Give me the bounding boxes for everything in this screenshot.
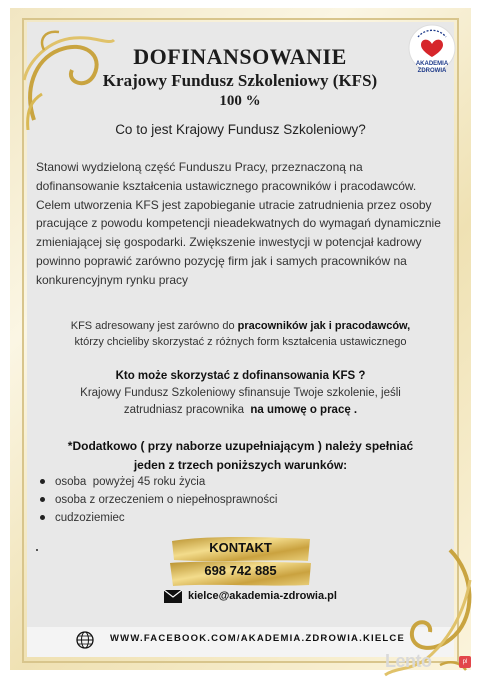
contact-phone[interactable]: 698 742 885	[204, 563, 277, 578]
globe-icon	[76, 631, 94, 649]
who-can-line-2-bold: na umowę o pracę .	[250, 404, 358, 416]
who-can-heading: Kto może skorzystać z dofinansowania KFS ?	[115, 370, 366, 382]
lento-badge: pl	[459, 656, 471, 668]
logo-name-line1: AKADEMIA	[415, 61, 449, 67]
address-line-2: którzy chcieliby skorzystać z różnych form kształcenia ustawicznego	[74, 336, 407, 348]
list-item	[40, 494, 277, 506]
address-line-1-bold: pracowników jak i pracodawców,	[237, 320, 411, 332]
website-link[interactable]: WWW.FACEBOOK.COM/AKADEMIA.ZDROWIA.KIELCE	[110, 633, 405, 644]
what-is-kfs-body: Stanowi wydzieloną część Funduszu Pracy, przeznaczoną na dofinansowanie kształcenia ustawicznego pracowników i pracodawców. Celem utworzenia KFS jest zapobieganie utracie zatrudnienia przez osoby pracujące z powodu kompetencji nieadekwatnych do wymagań dynamicznie zmieniającej się gospodarki. Zwiększenie inwestycji w potencjał kadrowy powinno poprawić zarówno pozycję firm jak i samych pracowników na konkurencyjnym rynku pracy	[36, 160, 441, 287]
additional-heading-line-1: *Dodatkowo ( przy naborze uzupełniającym ) należy spełniać	[67, 439, 414, 453]
percent-label: 100 %	[219, 93, 261, 109]
list-item-text: osoba z orzeczeniem o niepełnosprawności	[55, 494, 278, 506]
list-item	[40, 512, 125, 524]
contact-email[interactable]: kielce@akademia-zdrowia.pl	[188, 590, 337, 602]
stray-dot	[36, 549, 38, 551]
mail-icon	[164, 590, 182, 603]
additional-heading-line-2: jeden z trzech poniższych warunków:	[133, 458, 348, 472]
lento-watermark: Lento	[385, 651, 432, 671]
list-item	[40, 476, 205, 488]
who-can-line-2	[27, 404, 454, 416]
who-can-line-1: Krajowy Fundusz Szkoleniowy sfinansuje Twoje szkolenie, jeśli	[80, 387, 401, 399]
logo-name-line2: ZDROWIA	[417, 68, 447, 74]
bullet-icon	[40, 515, 45, 520]
address-line-1	[27, 320, 454, 332]
list-item-text: osoba powyżej 45 roku życia	[55, 476, 206, 488]
address-line-1-prefix: KFS adresowany jest zarówno do	[70, 320, 238, 332]
what-is-kfs-heading: Co to jest Krajowy Fundusz Szkoleniowy?	[115, 122, 366, 137]
bullet-icon	[40, 479, 45, 484]
contact-label: KONTAKT	[209, 540, 272, 555]
bullet-icon	[40, 497, 45, 502]
list-item-text: cudzoziemiec	[55, 512, 125, 524]
page-subtitle: Krajowy Fundusz Szkoleniowy (KFS)	[102, 71, 378, 90]
page-title: DOFINANSOWANIE	[133, 44, 347, 69]
who-can-line-2-prefix: zatrudniasz pracownika	[123, 404, 251, 416]
